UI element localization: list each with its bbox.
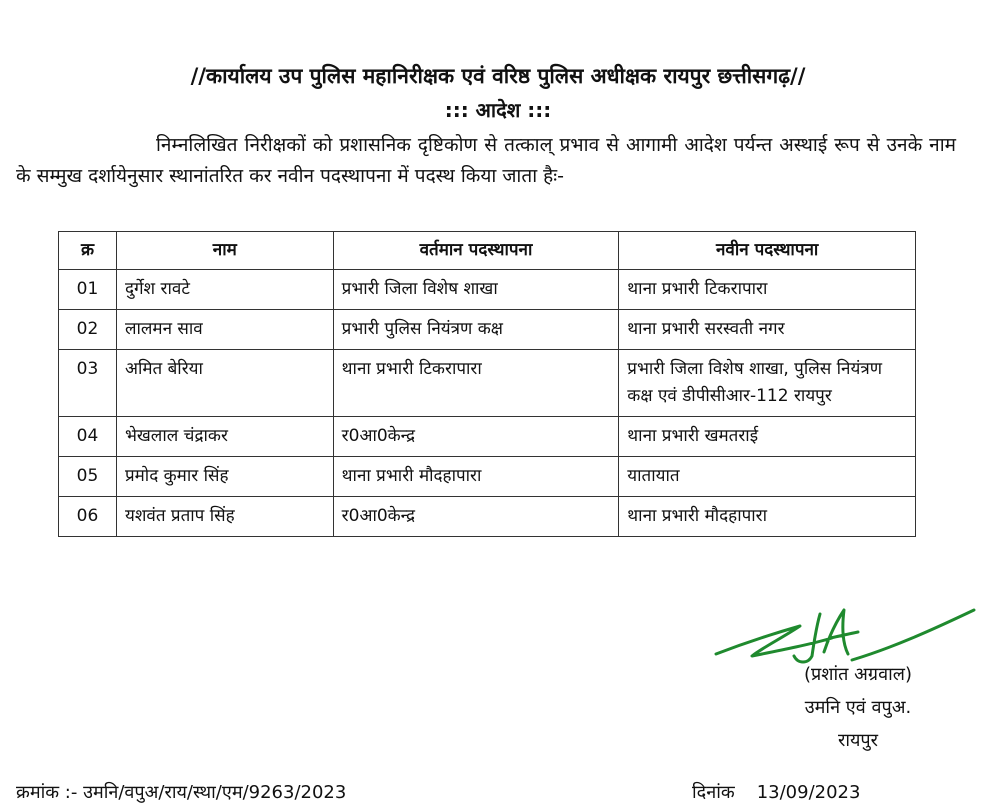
row-name: लालमन साव xyxy=(116,310,333,350)
order-paragraph xyxy=(16,130,956,192)
row-new-posting: थाना प्रभारी टिकरापारा xyxy=(619,270,916,310)
row-sn: 04 xyxy=(59,417,117,457)
date-label: दिनांक xyxy=(692,782,735,803)
row-current-posting: प्रभारी जिला विशेष शाखा xyxy=(333,270,619,310)
table-row xyxy=(59,350,916,417)
signatory-designation: उमनि एवं वपुअ. xyxy=(804,697,912,718)
row-name: प्रमोद कुमार सिंह xyxy=(116,457,333,497)
table-row xyxy=(59,417,916,457)
header-name: नाम xyxy=(116,232,333,270)
signatory-place: रायपुर xyxy=(837,730,879,751)
table-row xyxy=(59,497,916,537)
row-current-posting: र0आ0केन्द्र xyxy=(333,417,619,457)
row-name: यशवंत प्रताप सिंह xyxy=(116,497,333,537)
row-current-posting: र0आ0केन्द्र xyxy=(333,497,619,537)
signatory-block xyxy=(748,658,968,757)
row-sn: 02 xyxy=(59,310,117,350)
row-name: दुर्गेश रावटे xyxy=(116,270,333,310)
office-title: //कार्यालय उप पुलिस महानिरीक्षक एवं वरिष्ठ पुलिस अधीक्षक रायपुर छत्तीसगढ़// xyxy=(190,64,806,88)
row-sn: 06 xyxy=(59,497,117,537)
order-title: ::: आदेश ::: xyxy=(444,98,552,122)
order-paragraph-text: निम्नलिखित निरीक्षकों को प्रशासनिक दृष्टिकोण से तत्काल् प्रभाव से आगामी आदेश पर्यन्त अस्थाई रूप से उनके नाम के सम्मुख दर्शायेनुसार स्थानांतरित कर नवीन पदस्थापना में पदस्थ किया जाता हैः- xyxy=(16,134,956,187)
table-row xyxy=(59,270,916,310)
row-current-posting: थाना प्रभारी मौदहापारा xyxy=(333,457,619,497)
row-new-posting: यातायात xyxy=(619,457,916,497)
signature-stroke xyxy=(716,610,974,662)
table-header-row xyxy=(59,232,916,270)
row-sn: 05 xyxy=(59,457,117,497)
row-name: भेखलाल चंद्राकर xyxy=(116,417,333,457)
row-new-posting: थाना प्रभारी सरस्वती नगर xyxy=(619,310,916,350)
signatory-name: (प्रशांत अग्रवाल) xyxy=(804,664,912,685)
header-sn: क्र xyxy=(59,232,117,270)
row-current-posting: प्रभारी पुलिस नियंत्रण कक्ष xyxy=(333,310,619,350)
header-current-posting: वर्तमान पदस्थापना xyxy=(333,232,619,270)
row-current-posting: थाना प्रभारी टिकरापारा xyxy=(333,350,619,417)
transfer-table xyxy=(58,231,916,537)
reference-number: क्रमांक :- उमनि/वपुअ/राय/स्था/एम/9263/2023 xyxy=(16,782,347,803)
row-new-posting: थाना प्रभारी खमतराई xyxy=(619,417,916,457)
row-sn: 03 xyxy=(59,350,117,417)
header-new-posting: नवीन पदस्थापना xyxy=(619,232,916,270)
table-row xyxy=(59,310,916,350)
row-new-posting: थाना प्रभारी मौदहापारा xyxy=(619,497,916,537)
date-value: 13/09/2023 xyxy=(756,782,861,803)
reference-date xyxy=(692,780,860,804)
table-row xyxy=(59,457,916,497)
row-new-posting: प्रभारी जिला विशेष शाखा, पुलिस नियंत्रण कक्ष एवं डीपीसीआर-112 रायपुर xyxy=(619,350,916,417)
row-name: अमित बेरिया xyxy=(116,350,333,417)
row-sn: 01 xyxy=(59,270,117,310)
